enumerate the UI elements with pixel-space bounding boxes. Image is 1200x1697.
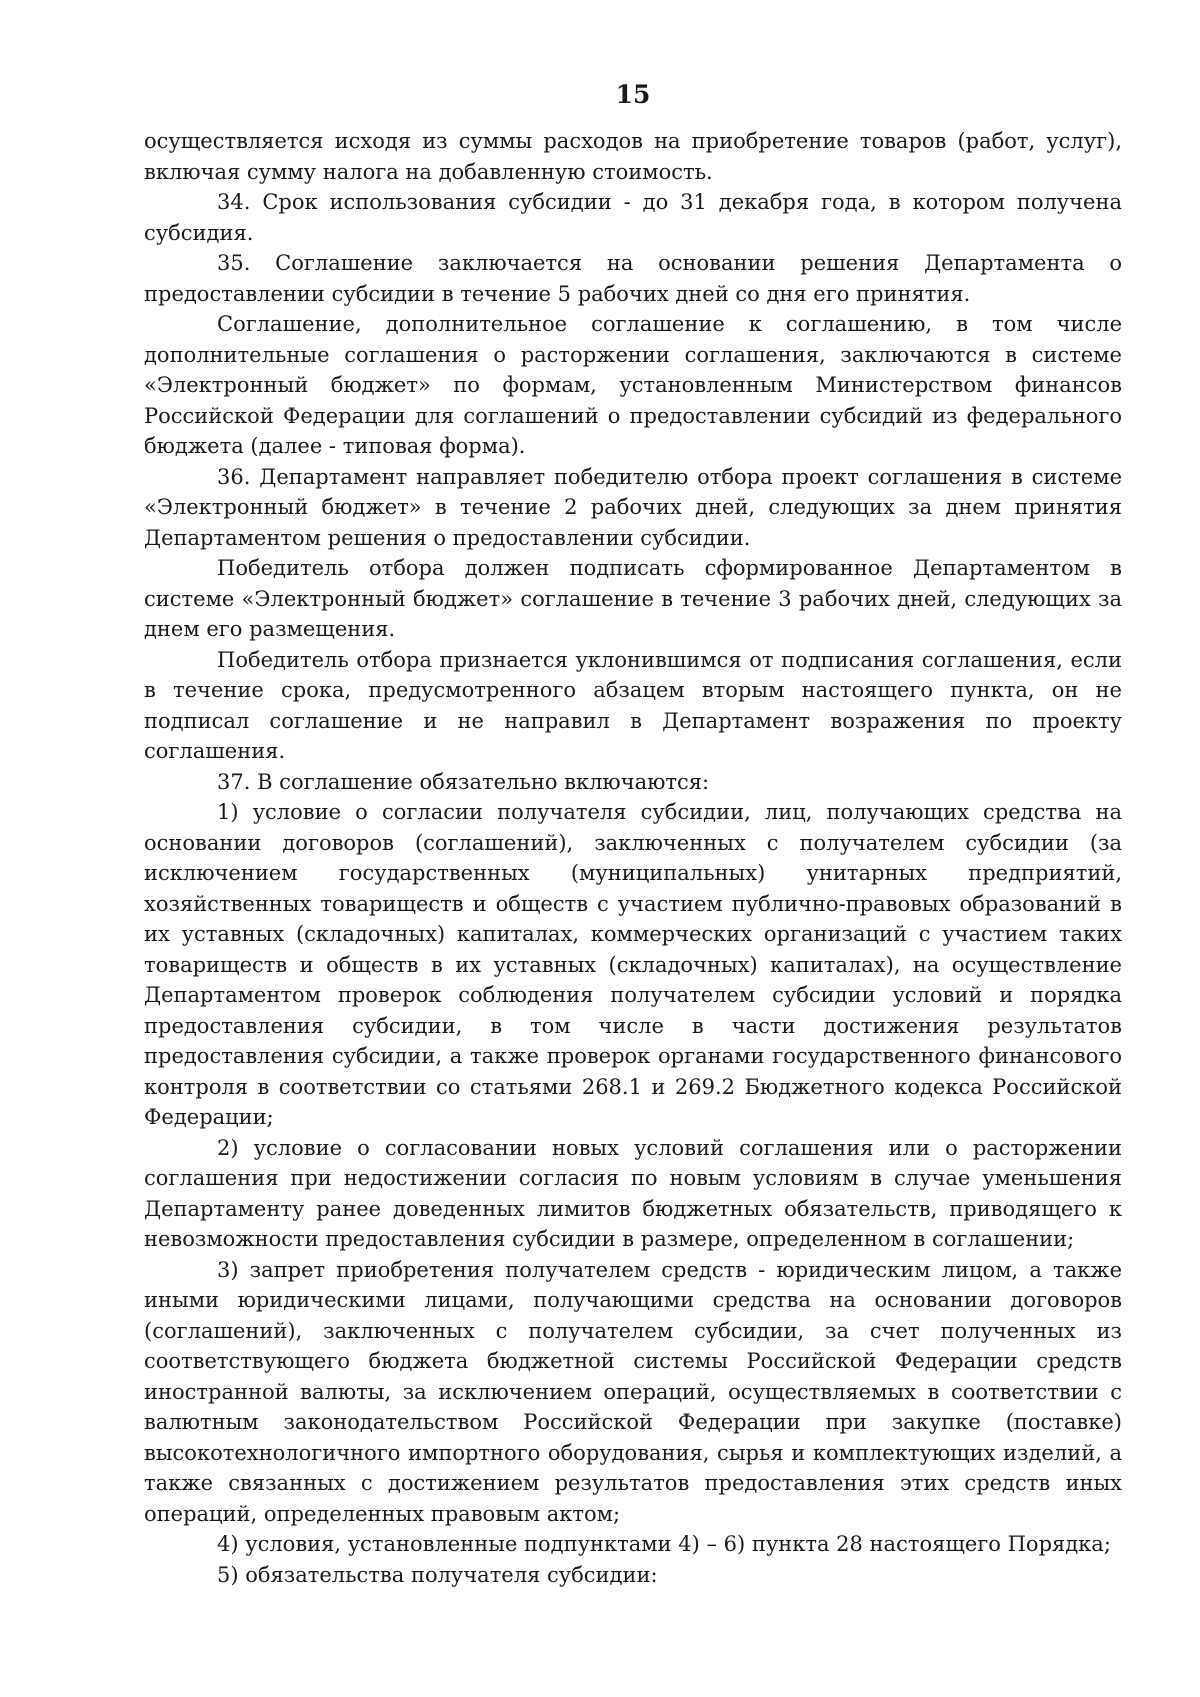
page-number: 15 bbox=[615, 80, 651, 109]
list-item-37-2: 2) условие о согласовании новых условий соглашения или о расторжении соглашения при недостижении согласия по новым условиям в случае уменьшения Департаменту ранее доведенных лимитов бюджетных обязательств, приводящего к невозможности предоставления субсидии в размере, определенном в соглашении; bbox=[144, 1135, 1122, 1251]
paragraph-36-sign-agreement: Победитель отбора должен подписать сформированное Департаментом в системе «Электронный бюджет» соглашение в течение 3 рабочих дней, следующих за днем его размещения. bbox=[144, 556, 1122, 641]
list-item-37-5: 5) обязательства получателя субсидии: bbox=[217, 1562, 658, 1587]
list-item-37-1: 1) условие о согласии получателя субсидии, лиц, получающих средства на основании договоров (соглашений), заключенных с получателем субсидии (за исключением государственных (муниципальных) унитарных предприятий, хозяйственных товариществ и обществ с участием публично-правовых образований в их уставных (складочных) капиталах, коммерческих организаций с участием таких товариществ и обществ в их уставных (складочных) капиталах), на осуществление Департаментом проверок соблюдения получателем субсидии условий и порядка предоставления субсидии, в том числе в части достижения результатов предоставления субсидии, а также проверок органами государственного финансового контроля в соответствии со статьями 268.1 и 269.2 Бюджетного кодекса Российской Федерации; bbox=[144, 800, 1122, 1129]
paragraph-35-agreement: 35. Соглашение заключается на основании решения Департамента о предоставлении субсидии в течение 5 рабочих дней со дня его принятия. bbox=[144, 251, 1122, 306]
paragraph-34-subsidy-term: 34. Срок использования субсидии - до 31 декабря года, в котором получена субсидия. bbox=[144, 190, 1122, 245]
paragraph-36-evasion: Победитель отбора признается уклонившимся от подписания соглашения, если в течение срока, предусмотренного абзацем вторым настоящего пункта, он не подписал соглашение и не направил в Департамент возражения по проекту соглашения. bbox=[144, 647, 1122, 763]
paragraph-35-electronic-budget: Соглашение, дополнительное соглашение к соглашению, в том числе дополнительные соглашения о расторжении соглашения, заключаются в системе «Электронный бюджет» по формам, установленным Министерством финансов Российской Федерации для соглашений о предоставлении субсидий из федерального бюджета (далее - типовая форма). bbox=[144, 312, 1122, 458]
list-item-37-3: 3) запрет приобретения получателем средств - юридическим лицом, а также иными юридическими лицами, получающими средства на основании договоров (соглашений), заключенных с получателем субсидии, за счет полученных из соответствующего бюджета бюджетной системы Российской Федерации средств иностранной валюты, за исключением операций, осуществляемых в соответствии с валютным законодательством Российской Федерации при закупке (поставке) высокотехнологичного импортного оборудования, сырья и комплектующих изделий, а также связанных с достижением результатов предоставления этих средств иных операций, определенных правовым актом; bbox=[144, 1257, 1122, 1526]
document-page bbox=[144, 78, 1122, 1590]
paragraph-continued-33: осуществляется исходя из суммы расходов на приобретение товаров (работ, услуг), включая сумму налога на добавленную стоимость. bbox=[144, 129, 1122, 184]
list-item-37-4: 4) условия, установленные подпунктами 4) – 6) пункта 28 настоящего Порядка; bbox=[217, 1532, 1111, 1556]
paragraph-37-intro: 37. В соглашение обязательно включаются: bbox=[217, 769, 710, 794]
paragraph-36-draft-agreement: 36. Департамент направляет победителю отбора проект соглашения в системе «Электронный бюджет» в течение 2 рабочих дней, следующих за днем принятия Департаментом решения о предоставлении субсидии. bbox=[144, 464, 1122, 550]
